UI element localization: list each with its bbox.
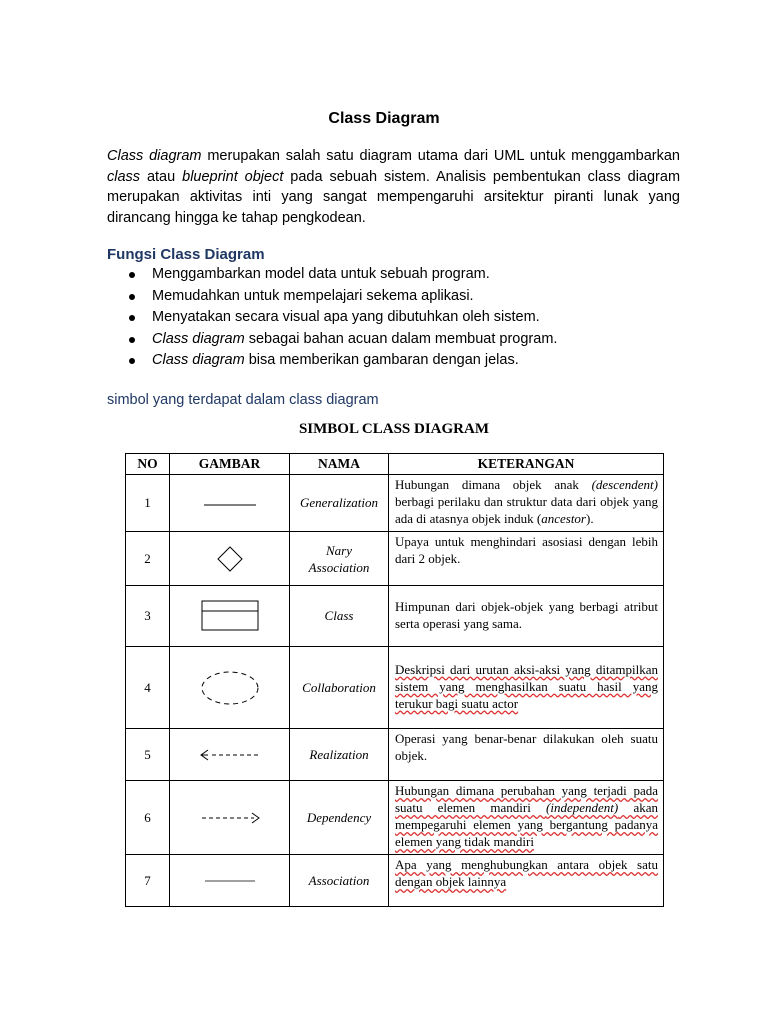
intro-term: Class diagram [107, 148, 202, 164]
cell-keterangan [389, 475, 664, 532]
solid-line-icon [200, 497, 260, 509]
bullet-icon [129, 272, 135, 278]
ket-text: ). [586, 511, 594, 526]
symbol-table [125, 453, 664, 907]
ket-text: Hubungan dimana objek anak [395, 477, 592, 492]
bullet-icon [129, 315, 135, 321]
cell-no: 3 [126, 586, 170, 647]
cell-nama: Dependency [290, 781, 389, 855]
table-row [126, 729, 664, 781]
item-italic: Class diagram [152, 352, 245, 368]
cell-gambar [170, 781, 290, 855]
cell-nama: Generalization [290, 475, 389, 532]
intro-paragraph [107, 146, 680, 228]
cell-nama: Collaboration [290, 647, 389, 729]
cell-no: 7 [126, 855, 170, 907]
cell-gambar [170, 647, 290, 729]
table-row [126, 586, 664, 647]
list-item [107, 286, 557, 308]
fungsi-heading: Fungsi Class Diagram [107, 246, 265, 263]
list-item [107, 329, 557, 351]
nama-text: Nary Association [308, 542, 370, 575]
item-text: sebagai bahan acuan dalam membuat program. [244, 330, 558, 347]
cell-gambar [170, 855, 290, 907]
list-item [107, 307, 557, 329]
class-box-icon [200, 600, 260, 632]
cell-gambar [170, 532, 290, 586]
bullet-icon [129, 358, 135, 364]
cell-nama: Association [290, 855, 389, 907]
cell-nama: Class [290, 586, 389, 647]
cell-gambar [170, 475, 290, 532]
list-item [107, 264, 557, 286]
intro-term: class [107, 168, 141, 185]
ket-text: berbagi perilaku dan struktur data dari objek yang ada di atasnya objek induk ( [395, 494, 658, 526]
item-italic: Class diagram [152, 330, 245, 347]
bullet-icon [129, 337, 135, 343]
diamond-icon [215, 544, 245, 574]
ket-italic: ancestor [541, 511, 586, 526]
ket-text: Apa yang menghubungkan antara objek satu dengan objek lainnya [395, 857, 658, 889]
ket-text: Hubungan dimana perubahan yang terjadi pada suatu elemen mandiri [395, 783, 658, 815]
table-header-row [126, 454, 664, 475]
fungsi-list [107, 264, 557, 372]
cell-gambar [170, 586, 290, 647]
table-row [126, 781, 664, 855]
cell-no: 2 [126, 532, 170, 586]
ket-italic: (independent) [546, 800, 619, 815]
header-gambar: GAMBAR [170, 454, 290, 475]
cell-no: 6 [126, 781, 170, 855]
realization-arrow-icon [198, 748, 262, 762]
association-line-icon [200, 876, 260, 886]
table-row [126, 647, 664, 729]
cell-gambar [170, 729, 290, 781]
page-title: Class Diagram [328, 110, 440, 127]
table-row [126, 855, 664, 907]
header-no: NO [126, 454, 170, 475]
ket-text: akan mempegaruhi elemen yang bergantung padanya elemen yang tidak mandiri [395, 800, 658, 849]
bullet-icon [129, 294, 135, 300]
cell-nama: Realization [290, 729, 389, 781]
item-text: bisa memberikan gambaran dengan jelas. [244, 352, 519, 368]
cell-keterangan [389, 781, 664, 855]
intro-text: pada sebuah sistem. Analisis pembentukan class diagram merupakan aktivitas inti yang sangat mempengaruhi arsitektur piranti lunak yang dirancang hingga ke tahap pengkodean. [107, 168, 681, 226]
cell-no: 4 [126, 647, 170, 729]
item-text: Memudahkan untuk mempelajari sekema aplikasi. [152, 287, 474, 304]
cell-keterangan: Himpunan dari objek-objek yang berbagi atribut serta operasi yang sama. [389, 586, 664, 647]
cell-no: 5 [126, 729, 170, 781]
cell-keterangan [389, 855, 664, 907]
cell-nama [290, 532, 389, 586]
item-text: Menggambarkan model data untuk sebuah program. [152, 266, 490, 282]
intro-text: atau [140, 168, 183, 185]
table-row [126, 475, 664, 532]
header-keterangan: KETERANGAN [389, 454, 664, 475]
simbol-heading: simbol yang terdapat dalam class diagram [107, 392, 379, 408]
dashed-ellipse-icon [199, 669, 261, 707]
header-nama: NAMA [290, 454, 389, 475]
ket-text: Deskripsi dari urutan aksi-aksi yang ditampilkan sistem yang menghasilkan suatu hasil yang terukur bagi suatu actor [395, 661, 658, 711]
cell-keterangan: Operasi yang benar-benar dilakukan oleh suatu objek. [389, 729, 664, 781]
item-text: Menyatakan secara visual apa yang dibutuhkan oleh sistem. [152, 309, 540, 325]
intro-term: blueprint object [182, 168, 284, 185]
cell-no: 1 [126, 475, 170, 532]
ket-italic: (descendent) [591, 477, 658, 492]
list-item [107, 350, 557, 372]
cell-keterangan: Upaya untuk menghindari asosiasi dengan lebih dari 2 objek. [389, 532, 664, 586]
intro-text: merupakan salah satu diagram utama dari UML untuk menggambarkan [201, 148, 680, 164]
cell-keterangan [389, 647, 664, 729]
table-row [126, 532, 664, 586]
dependency-arrow-icon [198, 811, 262, 825]
table-title: SIMBOL CLASS DIAGRAM [298, 421, 490, 437]
